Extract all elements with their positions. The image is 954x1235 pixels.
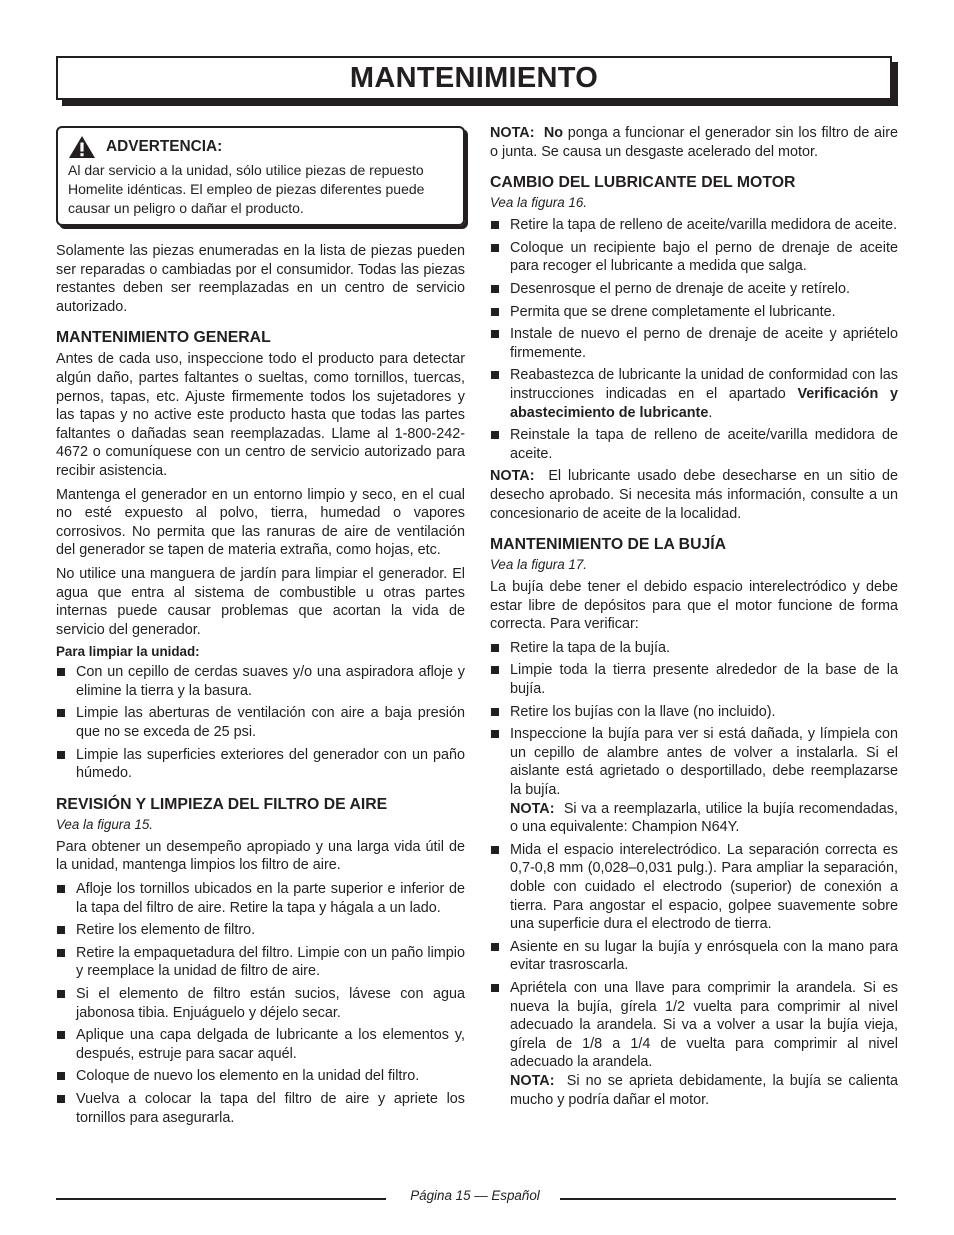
bullet-square-icon <box>57 1095 65 1103</box>
bullet-square-icon <box>491 943 499 951</box>
figure-reference: Vea la figura 17. <box>490 557 588 573</box>
general-paragraph-1: Antes de cada uso, inspeccione todo el producto para detectar algún daño, partes faltantes o sueltas, como tornillos, tuercas, pernos, tapas, etc. Ajuste firmemente todos los sujetadores y las tapas y no active este producto hasta que todas las partes faltantes o dañadas sean reemplazadas. Llame al 1-800-242-4672 o comuníquese con un centro de servicio autorizado para recibir asistencia. <box>56 351 465 479</box>
list-item: Desenrosque el perno de drenaje de aceite y retírelo. <box>490 280 898 299</box>
bullet-square-icon <box>57 926 65 934</box>
bullet-square-icon <box>491 431 499 439</box>
list-item: Permita que se drene completamente el lubricante. <box>490 303 898 322</box>
list-item: Retire los bujías con la llave (no incluido). <box>490 703 898 722</box>
list-item: Retire la empaquetadura del filtro. Limpie con un paño limpio y reemplace la unidad de filtro de aire. <box>56 944 465 981</box>
spark-plug-note-2: NOTA: Si no se aprieta debidamente, la bujía se calienta mucho y podría dañar el motor. <box>510 1072 898 1108</box>
list-item: Retire la tapa de la bujía. <box>490 639 898 658</box>
bullet-square-icon <box>491 666 499 674</box>
bullet-square-icon <box>491 984 499 992</box>
general-maintenance-heading: MANTENIMIENTO GENERAL <box>56 329 271 347</box>
list-item: Limpie las aberturas de ventilación con aire a baja presión que no se exceda de 25 psi. <box>56 704 465 741</box>
bullet-square-icon <box>57 751 65 759</box>
list-item: Reinstale la tapa de relleno de aceite/varilla medidora de aceite. <box>490 426 898 463</box>
note-text: ponga a funcionar el generador sin los filtro de aire o junta. Se causa un desgaste acelerado del motor. <box>490 125 899 160</box>
bullet-square-icon <box>491 221 499 229</box>
list-item: Inspeccione la bujía para ver si está dañada, y límpiela con un cepillo de alambre antes de volver a instalarla. Si el aislante está agrietado o desportillado, debe reemplazarse la bujía. NOTA: Si va a reemplazarla, utilice la bujía recomendadas, o una equivalente: Champion N64Y. <box>490 725 898 837</box>
list-item: Reabastezca de lubricante la unidad de conformidad con las instrucciones indicadas en el apartado Verificación y abastecimiento de lubricante. <box>490 366 898 422</box>
oil-change-list <box>490 216 898 463</box>
warning-heading: ADVERTENCIA: <box>106 138 223 155</box>
spark-plug-note-1: NOTA: Si va a reemplazarla, utilice la bujía recomendadas, o una equivalente: Champion N64Y. <box>510 800 899 836</box>
list-item: Mida el espacio interelectródico. La separación correcta es 0,7-0,8 mm (0,028–0,031 pulg.). Para ampliar la separación, doble con cuidado el electrodo (superior) de conexión a tierra. Para angostar el espacio, golpee suavemente sobre una superficie dura el electrodo de tierra. <box>490 841 898 934</box>
warning-header <box>68 135 453 159</box>
note-label: NOTA: <box>490 468 535 485</box>
list-item: Vuelva a colocar la tapa del filtro de aire y apriete los tornillos para asegurarla. <box>56 1090 465 1127</box>
left-column <box>56 124 465 1131</box>
bullet-square-icon <box>491 730 499 738</box>
air-filter-heading: REVISIÓN Y LIMPIEZA DEL FILTRO DE AIRE <box>56 795 388 813</box>
note-label: NOTA: <box>490 125 535 141</box>
figure-reference: Vea la figura 15. <box>56 816 154 832</box>
list-item: Si el elemento de filtro están sucios, lávese con agua jabonosa tibia. Enjuáguelo y déjelo secar. <box>56 985 465 1022</box>
bullet-square-icon <box>491 285 499 293</box>
list-item: Coloque de nuevo los elemento en la unidad del filtro. <box>56 1067 465 1086</box>
list-item: Retire la tapa de relleno de aceite/varilla medidora de aceite. <box>490 216 898 235</box>
filter-note <box>490 124 898 161</box>
bullet-square-icon <box>491 330 499 338</box>
footer-rule-right <box>560 1198 896 1200</box>
list-item: Retire los elemento de filtro. <box>56 921 465 940</box>
oil-note <box>490 467 898 523</box>
note-strong: No <box>543 125 564 141</box>
spark-plug-heading: MANTENIMIENTO DE LA BUJÍA <box>490 536 727 554</box>
page-title: MANTENIMIENTO <box>349 62 599 94</box>
page-footer: Página 15 — Español <box>410 1188 540 1203</box>
spark-plug-list <box>490 639 898 1109</box>
bullet-square-icon <box>57 1031 65 1039</box>
list-item: Coloque un recipiente bajo el perno de drenaje de aceite para recoger el lubricante a medida que salga. <box>490 239 898 276</box>
air-filter-list <box>56 880 465 1127</box>
warning-triangle-icon <box>68 135 96 159</box>
list-item: Afloje los tornillos ubicados en la parte superior e inferior de la tapa del filtro de aire. Retire la tapa y hágala a un lado. <box>56 880 465 917</box>
air-filter-paragraph: Para obtener un desempeño apropiado y una larga vida útil de la unidad, mantenga limpios los filtro de aire. <box>56 838 465 874</box>
page-title-box <box>56 56 892 100</box>
list-item: Asiente en su lugar la bujía y enrósquela con la mano para evitar trasroscarla. <box>490 938 898 975</box>
bullet-square-icon <box>57 668 65 676</box>
intro-paragraph: Solamente las piezas enumeradas en la lista de piezas pueden ser reparadas o cambiadas por el consumidor. Todas las piezas restantes deben ser reemplazadas en un centro de servicio autorizado. <box>56 243 465 315</box>
bullet-square-icon <box>491 244 499 252</box>
warning-box <box>56 126 465 226</box>
bullet-square-icon <box>57 1072 65 1080</box>
bullet-square-icon <box>491 371 499 379</box>
warning-text: Al dar servicio a la unidad, sólo utilice piezas de repuesto Homelite idénticas. El empleo de piezas diferentes puede causar un peligro o dañar el producto. <box>68 162 425 216</box>
list-item: Aplique una capa delgada de lubricante a los elementos y, después, estruje para sacar aquél. <box>56 1026 465 1063</box>
right-column <box>490 124 898 1113</box>
clean-unit-heading: Para limpiar la unidad: <box>56 644 200 660</box>
bullet-square-icon <box>491 708 499 716</box>
bullet-square-icon <box>57 885 65 893</box>
list-item: Limpie toda la tierra presente alrededor de la base de la bujía. <box>490 661 898 698</box>
list-item: Instale de nuevo el perno de drenaje de aceite y apriételo firmemente. <box>490 325 898 362</box>
footer-rule-left <box>56 1198 386 1200</box>
bullet-square-icon <box>57 709 65 717</box>
note-text: El lubricante usado debe desecharse en un sitio de desecho aprobado. Si necesita más información, consulte a un concesionario de aceite de la localidad. <box>490 468 898 522</box>
list-item: Limpie las superficies exteriores del generador con un paño húmedo. <box>56 746 465 783</box>
list-item: Apriétela con una llave para comprimir la arandela. Si es nueva la bujía, gírela 1/2 vuelta para comprimir al nivel adecuado la arandela. Si va a volver a usar la bujía vieja, gírela de 1/8 a 1/4 de vuelta para comprimir al nivel adecuado la arandela. NOTA: Si no se aprieta debidamente, la bujía se calienta mucho y podría dañar el motor. <box>490 979 898 1109</box>
bullet-square-icon <box>491 644 499 652</box>
figure-reference: Vea la figura 16. <box>490 195 588 211</box>
general-paragraph-3: No utilice una manguera de jardín para limpiar el generador. El agua que entra al sistema de combustible u otras partes internas puede causar problemas que acortan la vida de servicio del generador. <box>56 565 465 638</box>
bullet-square-icon <box>491 308 499 316</box>
clean-unit-list <box>56 663 465 783</box>
oil-change-heading: CAMBIO DEL LUBRICANTE DEL MOTOR <box>490 174 796 192</box>
bullet-square-icon <box>57 949 65 957</box>
bullet-square-icon <box>57 990 65 998</box>
list-item: Con un cepillo de cerdas suaves y/o una aspiradora afloje y elimine la tierra y la basura. <box>56 663 465 700</box>
spark-plug-paragraph: La bujía debe tener el debido espacio interelectródico y debe estar libre de depósitos para que el motor funcione de forma correcta. Para verificar: <box>490 579 898 633</box>
general-paragraph-2: Mantenga el generador en un entorno limpio y seco, en el cual no esté expuesto al polvo, tierra, humedad o vapores corrosivos. No permita que las ranuras de aire de ventilación del generador se tapen de materia extraña, como hojas, etc. <box>56 486 465 559</box>
bullet-square-icon <box>491 846 499 854</box>
